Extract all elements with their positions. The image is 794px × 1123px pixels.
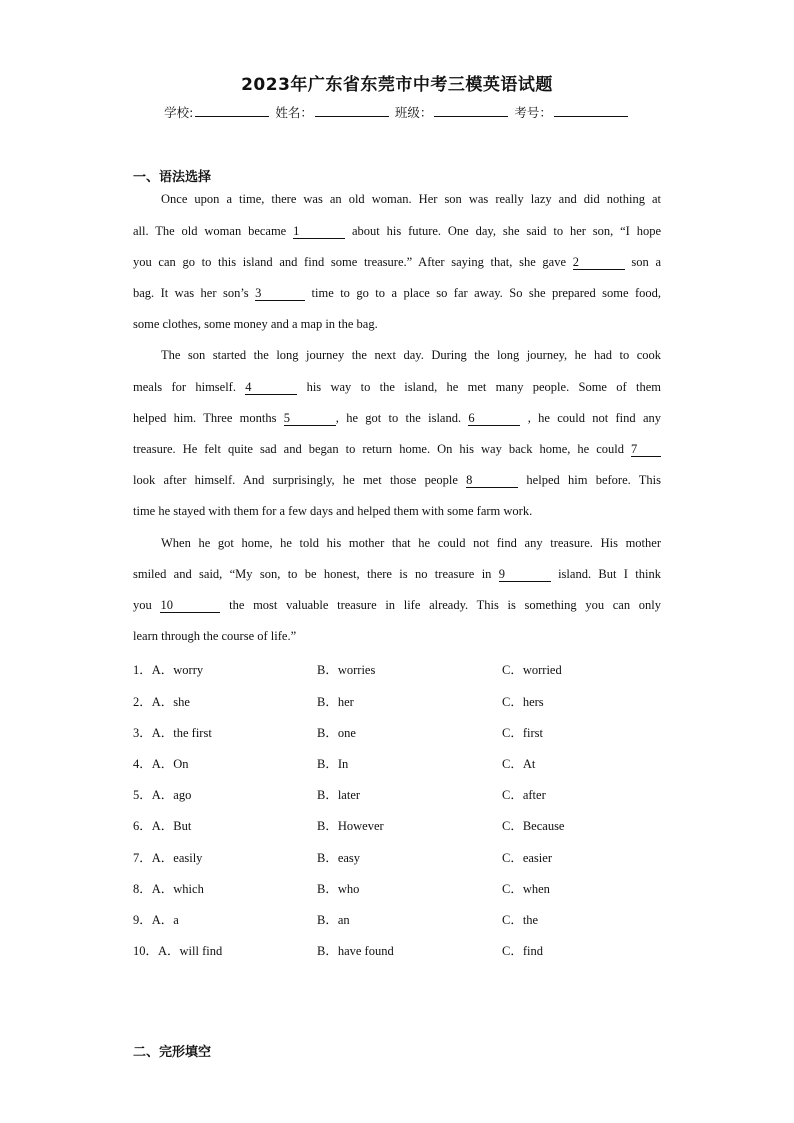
option-c[interactable]: C．when bbox=[502, 882, 550, 896]
passage-line: treasure. He felt quite sad and began to return home. On his way back home, he could 7 bbox=[133, 442, 661, 457]
option-a[interactable]: 5．A．ago bbox=[133, 788, 192, 802]
section-title-cloze: 二、完形填空 bbox=[133, 1045, 212, 1060]
class-label: 班级： bbox=[394, 105, 433, 120]
school-label: 学校: bbox=[164, 105, 194, 120]
passage-line: meals for himself. 4 his way to the island, he met many people. Some of them bbox=[133, 380, 661, 394]
student-info-line bbox=[0, 103, 794, 121]
exam-number-blank[interactable] bbox=[554, 104, 628, 117]
option-c[interactable]: C．Because bbox=[502, 819, 565, 833]
blank-1[interactable]: 1 bbox=[293, 225, 345, 239]
option-b[interactable]: B．worries bbox=[317, 663, 376, 677]
class-blank[interactable] bbox=[434, 104, 508, 117]
blank-7[interactable]: 7 bbox=[631, 443, 661, 457]
option-c[interactable]: C．first bbox=[502, 726, 543, 740]
name-blank[interactable] bbox=[315, 104, 389, 117]
passage-line: The son started the long journey the next day. During the long journey, he had to cook bbox=[161, 348, 661, 362]
option-b[interactable]: B．an bbox=[317, 913, 350, 927]
passage-line: you can go to this island and find some treasure.” After saying that, she gave 2 son a bbox=[133, 255, 661, 269]
option-a[interactable]: 10．A．will find bbox=[133, 944, 223, 958]
option-a[interactable]: 8．A．which bbox=[133, 882, 204, 896]
option-c[interactable]: C．find bbox=[502, 944, 543, 958]
passage-line: you 10 the most valuable treasure in life already. This is something you can only bbox=[133, 598, 662, 612]
passage-line: smiled and said, “My son, to be honest, there is no treasure in 9 island. But I think bbox=[133, 567, 661, 581]
option-b[interactable]: B．have found bbox=[317, 944, 394, 958]
option-a[interactable]: 1．A．worry bbox=[133, 663, 204, 677]
passage-line: all. The old woman became 1 about his future. One day, she said to her son, “I hope bbox=[133, 224, 662, 238]
blank-5[interactable]: 5 bbox=[284, 412, 336, 426]
option-b[interactable]: B．who bbox=[317, 882, 360, 896]
option-a[interactable]: 4．A．On bbox=[133, 757, 189, 771]
option-b[interactable]: B．later bbox=[317, 788, 361, 802]
option-b[interactable]: B．In bbox=[317, 757, 349, 771]
passage-line: look after himself. And surprisingly, he met those people 8 helped him before. This bbox=[133, 473, 662, 487]
option-b[interactable]: B．one bbox=[317, 726, 356, 740]
passage-line: helped him. Three months 5 , he got to the island. 6 , he could not find any bbox=[133, 411, 661, 425]
name-label: 姓名： bbox=[275, 105, 313, 120]
option-c[interactable]: C．hers bbox=[502, 695, 544, 709]
blank-3[interactable]: 3 bbox=[255, 287, 305, 301]
option-c[interactable]: C．the bbox=[502, 913, 539, 927]
blank-8[interactable]: 8 bbox=[466, 474, 518, 488]
option-a[interactable]: 6．A．But bbox=[133, 819, 192, 833]
option-b[interactable]: B．However bbox=[317, 819, 384, 833]
blank-10[interactable]: 10 bbox=[160, 599, 220, 613]
passage-line: Once upon a time, there was an old woman. Her son was really lazy and did nothing at bbox=[161, 192, 661, 206]
passage-line: learn through the course of life.” bbox=[133, 629, 297, 643]
option-b[interactable]: B．easy bbox=[317, 851, 361, 865]
exam-number-label: 考号： bbox=[514, 105, 552, 120]
option-a[interactable]: 9．A．a bbox=[133, 913, 179, 927]
passage-line: some clothes, some money and a map in the bag. bbox=[133, 317, 378, 331]
option-a[interactable]: 2．A．she bbox=[133, 695, 190, 709]
passage-line: When he got home, he told his mother that he could not find any treasure. His mother bbox=[161, 536, 661, 550]
section-title-grammar: 一、语法选择 bbox=[133, 170, 212, 185]
blank-9[interactable]: 9 bbox=[499, 568, 551, 582]
option-c[interactable]: C．At bbox=[502, 757, 536, 771]
exam-title: 2023年广东省东莞市中考三模英语试题 bbox=[241, 75, 553, 95]
option-a[interactable]: 7．A．easily bbox=[133, 851, 203, 865]
blank-4[interactable]: 4 bbox=[245, 381, 297, 395]
option-c[interactable]: C．easier bbox=[502, 851, 552, 865]
option-b[interactable]: B．her bbox=[317, 695, 354, 709]
option-c[interactable]: C．worried bbox=[502, 663, 562, 677]
passage-line: time he stayed with them for a few days and helped them with some farm work. bbox=[133, 504, 533, 518]
option-a[interactable]: 3．A．the first bbox=[133, 726, 212, 740]
blank-6[interactable]: 6 bbox=[468, 412, 520, 426]
school-blank[interactable] bbox=[195, 104, 269, 117]
blank-2[interactable]: 2 bbox=[573, 256, 625, 270]
option-c[interactable]: C．after bbox=[502, 788, 546, 802]
passage-line: bag. It was her son’s 3 time to go to a place so far away. So she prepared some food, bbox=[133, 286, 661, 300]
